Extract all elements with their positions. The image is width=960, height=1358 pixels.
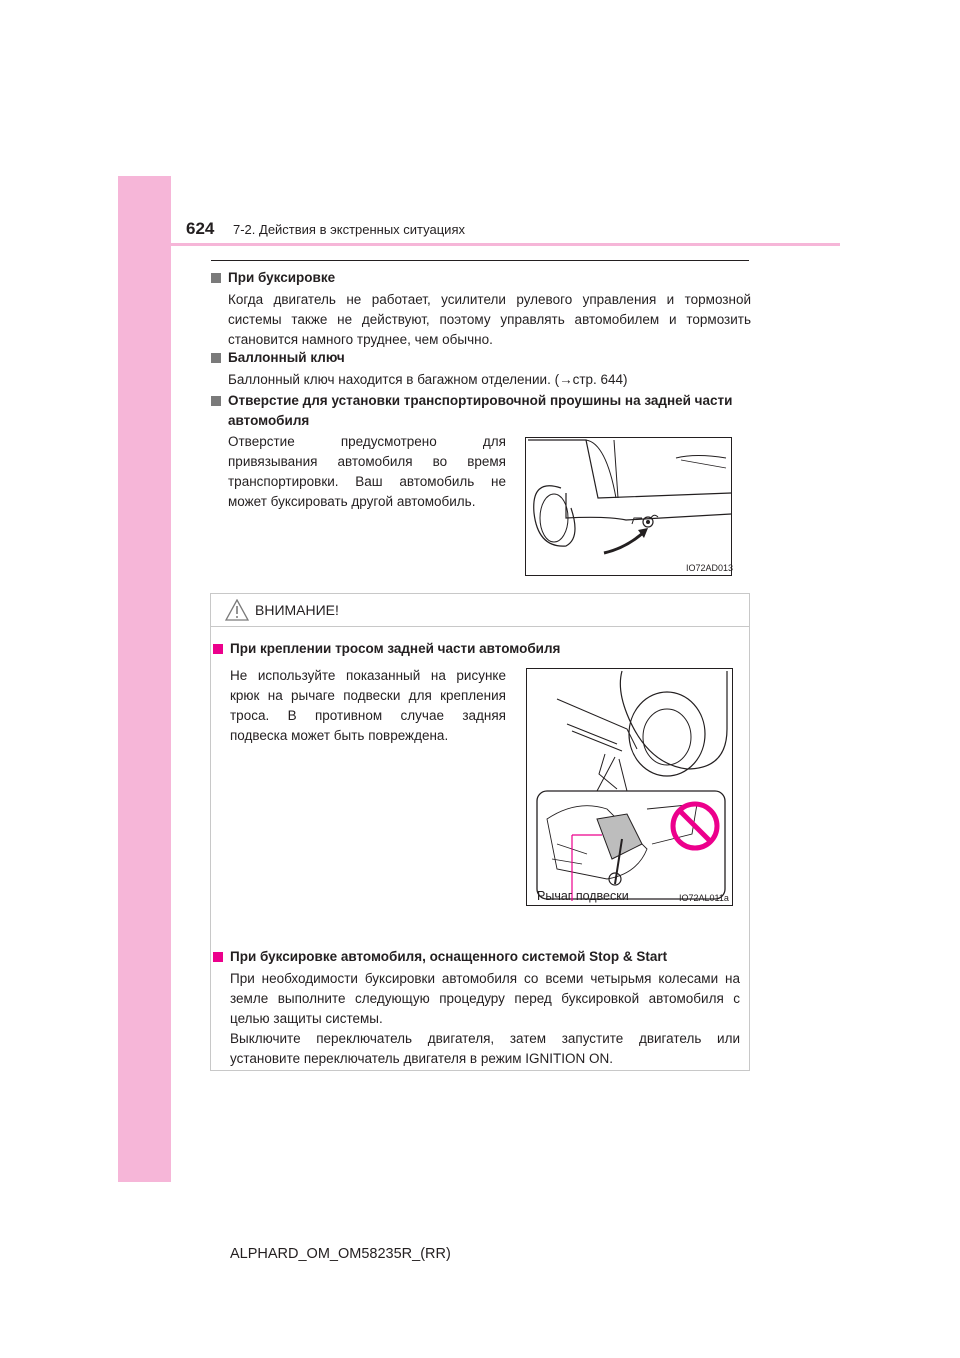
caution-item-text: Не используйте показанный на рисунке крюк на рычаге подвески для крепления троса. В противном случае задняя подвеска может быть повреждена. — [230, 668, 506, 743]
caution-item-title: При буксировке автомобиля, оснащенного системой Stop & Start — [230, 949, 668, 964]
header-rule — [171, 243, 840, 246]
bullet-square-icon — [211, 273, 221, 283]
bullet-square-icon — [211, 353, 221, 363]
chapter-title: 7-2. Действия в экстренных ситуациях — [233, 222, 465, 237]
bullet-square-icon — [213, 644, 223, 654]
bullet-square-icon — [211, 396, 221, 406]
caution-title: ВНИМАНИЕ! — [255, 602, 339, 618]
suspension-arm-drawing — [527, 669, 732, 905]
caution-item-text: При необходимости буксировки автомобиля со всеми четырьмя колесами на земле выполните следующую процедуру перед буксировкой автомобиля с целью защиты системы. — [230, 971, 740, 1026]
bullet-square-icon — [213, 952, 223, 962]
document-footer: ALPHARD_OM_OM58235R_(RR) — [230, 1246, 451, 1262]
suspension-arm-illustration — [526, 668, 733, 906]
rear-eyelet-drawing — [526, 438, 734, 575]
section-title: Отверстие для установки транспортировочной проушины на задней части автомобиля — [228, 393, 733, 428]
caution-item-suspension — [213, 639, 748, 659]
figure-code: IO72AD013 — [686, 563, 734, 573]
section-towing — [211, 268, 751, 350]
rear-eyelet-illustration — [525, 437, 732, 576]
page-number: 624 — [186, 219, 215, 238]
section-title: При буксировке — [228, 270, 336, 285]
figure-code: IO72AL011a — [679, 893, 729, 903]
chapter-sidebar-tab — [118, 176, 171, 1182]
caution-item-stop-start — [213, 947, 748, 1069]
caution-item-title: При креплении тросом задней части автомобиля — [230, 641, 561, 656]
suspension-arm-label: Рычаг подвески — [537, 889, 629, 903]
warning-triangle-icon — [225, 599, 249, 621]
section-text: Баллонный ключ находится в багажном отделении. (→стр. 644) — [228, 372, 628, 387]
caution-header — [211, 594, 749, 627]
section-wrench — [211, 348, 751, 390]
section-text: Когда двигатель не работает, усилители рулевого управления и тормозной системы также не действуют, поэтому управлять автомобилем и тормозить становится намного труднее, чем обычно. — [228, 292, 751, 347]
divider — [211, 260, 749, 261]
section-text: Отверстие предусмотрено для привязывания автомобиля во время транспортировки. Ваш автомобиль не может буксировать другой автомобиль. — [228, 434, 506, 509]
caution-item-text: Выключите переключатель двигателя, затем запустите двигатель или установите переключатель двигателя в режим IGNITION ON. — [230, 1031, 740, 1066]
section-eyelet — [211, 391, 751, 431]
section-title: Баллонный ключ — [228, 350, 345, 365]
caution-box — [210, 593, 750, 1071]
